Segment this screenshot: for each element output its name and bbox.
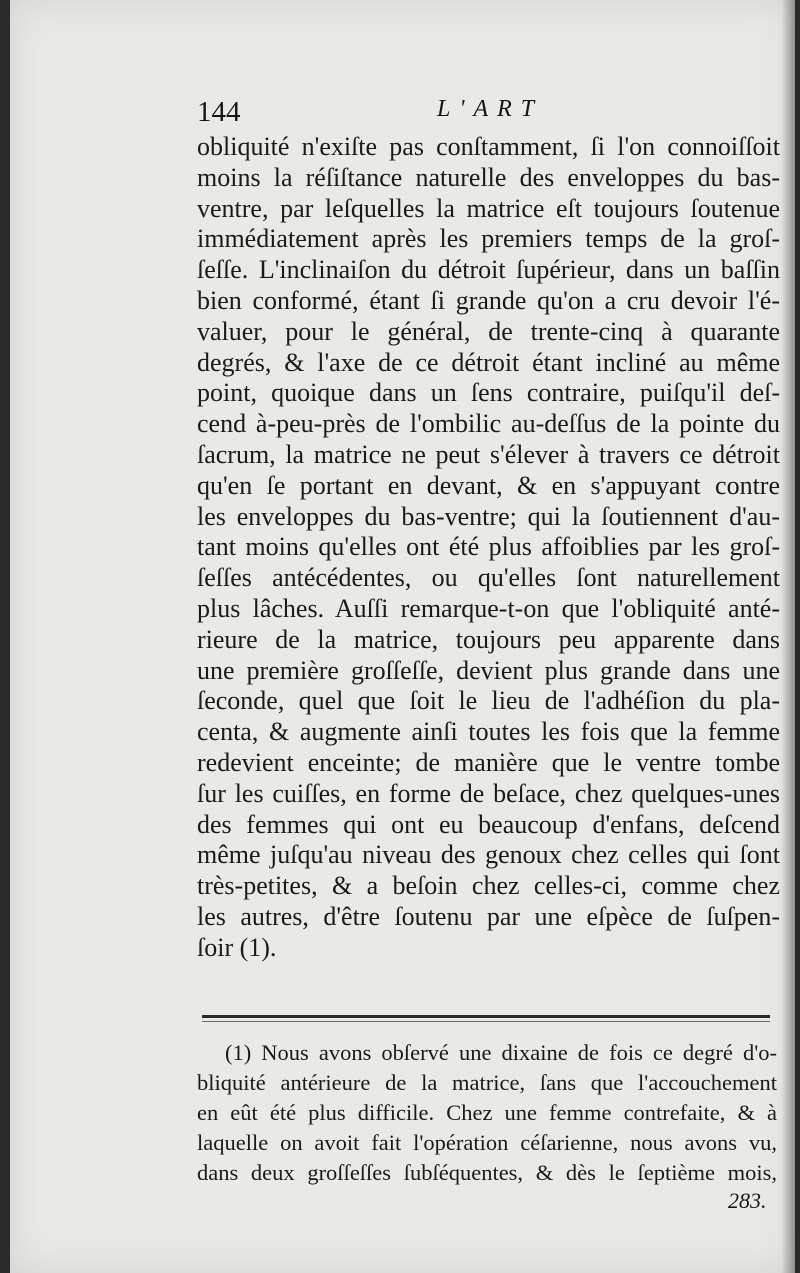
- text-line: les autres, d'être ſoutenu par une eſpèce de ſuſpen-: [197, 901, 780, 931]
- text-line: tant moins qu'elles ont été plus affoiblies par les groſ-: [197, 532, 780, 562]
- page-header: [197, 96, 767, 136]
- text-line: très-petites, & a beſoin chez celles-ci, comme chez: [197, 871, 780, 901]
- text-line: des femmes qui ont eu beaucoup d'enfans, deſcend: [197, 809, 780, 839]
- footnote: [197, 1038, 777, 1188]
- text-line: ventre, par leſquelles la matrice eſt toujours ſoutenue: [197, 193, 780, 223]
- footnote-rule-thin: [202, 1021, 770, 1022]
- body-text: [197, 132, 780, 964]
- text-line: degrés, & l'axe de ce détroit étant incliné au même: [197, 347, 780, 377]
- signature-mark: 283.: [728, 1188, 767, 1213]
- binding-shadow: [781, 0, 795, 1273]
- footnote-line: laquelle on avoit fait l'opération céſarienne, nous avons vu,: [197, 1130, 777, 1155]
- text-line: ſeſſe. L'inclinaiſon du détroit ſupérieur, dans un baſſin: [197, 255, 780, 285]
- page-number: 144: [197, 96, 241, 128]
- text-line: plus lâches. Auſſi remarque-t-on que l'obliquité anté-: [197, 593, 780, 623]
- footnote-rule: [202, 1015, 770, 1018]
- text-line: ſoir (1).: [197, 932, 277, 962]
- text-line: ſeconde, quel que ſoit le lieu de l'adhéſion du pla-: [197, 686, 780, 716]
- text-line: point, quoique dans un ſens contraire, puiſqu'il deſ-: [197, 378, 780, 408]
- text-line: obliquité n'exiſte pas conſtamment, ſi l'on connoiſſoit: [197, 132, 780, 161]
- text-line: valuer, pour le général, de trente-cinq à quarante: [197, 316, 780, 346]
- footnote-line: dans deux groſſeſſes ſubſéquentes, & dès le ſeptième mois,: [197, 1160, 777, 1185]
- text-line: qu'en ſe portant en devant, & en s'appuyant contre: [197, 470, 780, 500]
- text-line: immédiatement après les premiers temps de la groſ-: [197, 224, 780, 254]
- text-line: ſeſſes antécédentes, ou qu'elles ſont naturellement: [197, 563, 780, 593]
- text-line: les enveloppes du bas-ventre; qui la ſoutiennent d'au-: [197, 501, 780, 531]
- text-line: même juſqu'au niveau des genoux chez celles qui ſont: [197, 840, 780, 870]
- text-line: ſur les cuiſſes, en forme de beſace, chez quelques-unes: [197, 778, 780, 808]
- text-line: bien conformé, étant ſi grande qu'on a cru devoir l'é-: [197, 285, 780, 315]
- text-line: moins la réſiſtance naturelle des enveloppes du bas-: [197, 162, 780, 192]
- text-line: ſacrum, la matrice ne peut s'élever à travers ce détroit: [197, 439, 780, 469]
- footnote-line: (1) Nous avons obſervé une dixaine de fois ce degré d'o-: [225, 1040, 777, 1065]
- book-page: [10, 0, 795, 1273]
- footnote-line: bliquité antérieure de la matrice, ſans que l'accouchement: [197, 1070, 777, 1095]
- text-line: redevient enceinte; de manière que le ventre tombe: [197, 747, 780, 777]
- text-line: une première groſſeſſe, devient plus grande dans une: [197, 655, 780, 685]
- running-head: L'ART: [437, 96, 544, 122]
- footnote-line: en eût été plus difficile. Chez une femme contrefaite, & à: [197, 1100, 777, 1125]
- text-line: cend à-peu-près de l'ombilic au-deſſus de la pointe du: [197, 409, 780, 439]
- text-line: rieure de la matrice, toujours peu apparente dans: [197, 624, 780, 654]
- text-line: centa, & augmente ainſi toutes les fois que la femme: [197, 717, 780, 747]
